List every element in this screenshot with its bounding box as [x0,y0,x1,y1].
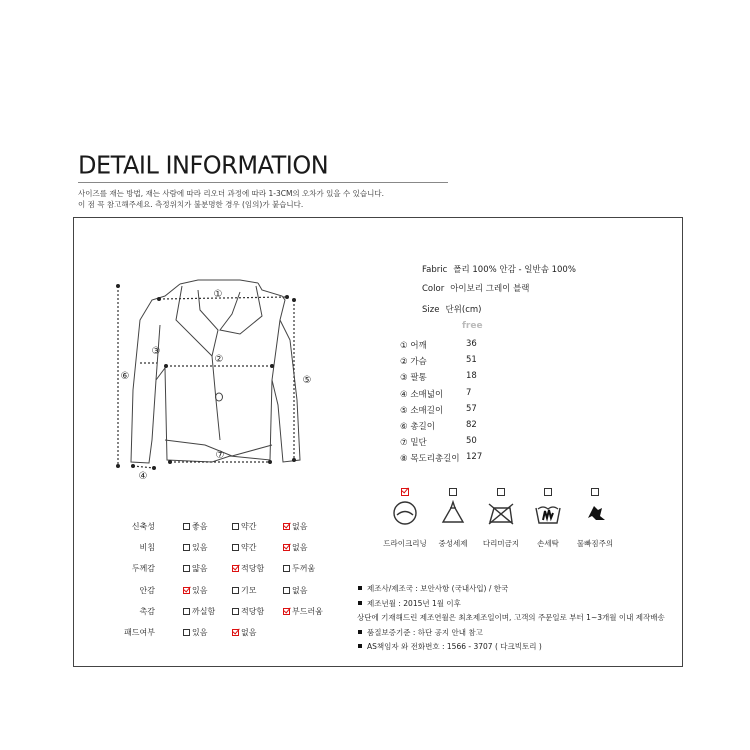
attribute-option [183,627,207,638]
option-checkbox [232,587,239,594]
option-checkbox [283,523,290,530]
size-table-row [400,420,510,432]
option-checkbox [232,629,239,636]
size-measure-value: 50 [466,436,477,447]
size-measure-name: ④ 소매넓이 [400,389,444,400]
product-info-item [358,627,483,638]
option-text: 두꺼움 [292,564,316,574]
option-text: 있음 [192,628,208,637]
attribute-option [283,542,307,553]
fabric-label: Fabric [422,265,448,275]
color-bleed-icon [560,500,630,530]
option-text: 적당함 [241,564,265,574]
product-info-item [358,641,542,652]
option-text: 없음 [292,543,308,553]
option-checkbox [283,608,290,615]
product-info-text: 제조년월 : 2015년 1월 이후 [367,598,461,608]
option-checkbox [283,544,290,551]
care-checkbox [544,488,552,496]
size-measure-name: ③ 팔통 [400,373,427,384]
option-text: 까실함 [192,606,216,616]
notice-line-2: 이 점 꼭 참고해주세요. 측정위치가 불분명한 경우 (임의)가 붙습니다. [78,200,304,209]
care-checkbox [401,488,409,496]
attribute-label: 촉감 [139,606,155,616]
size-label: Size [422,305,440,315]
attribute-option [232,521,256,532]
size-column-header: free [462,321,483,331]
option-text: 부드러움 [292,606,323,616]
care-label: 드라이크리닝 [383,539,427,548]
size-measure-value: 7 [466,387,472,398]
attribute-label: 비침 [139,543,155,553]
care-label: 손세탁 [537,539,559,548]
page-title: DETAIL INFORMATION [78,150,329,180]
size-table-row [400,355,510,367]
option-checkbox [183,544,190,551]
bullet-icon [358,601,362,605]
fabric-row [422,263,576,275]
product-info-text: 제조사/제조국 : 보안사항 (국내사입) / 한국 [367,584,509,593]
attribute-option [183,521,207,532]
attribute-option [232,585,256,596]
size-measure-name: ⑦ 밑단 [400,438,427,449]
option-checkbox [183,523,190,530]
size-measure-value: 51 [466,355,477,366]
size-measure-value: 57 [466,403,477,414]
option-text: 얇음 [192,564,208,574]
care-checkbox [449,488,457,496]
attribute-option [232,542,256,553]
measure-label-sleeve-width: ④ [138,471,148,482]
care-checkbox [497,488,505,496]
product-info-text: AS책임자 와 전화번호 : 1566 - 3707 ( 다크빅토리 ) [367,642,542,651]
attribute-option [283,585,307,596]
size-table-row [400,339,510,351]
size-table-row [400,452,510,464]
measure-label-sleeve-length: ⑤ [302,375,312,386]
color-value: 아이보리 그레이 블랙 [450,284,530,294]
option-checkbox [232,565,239,572]
size-measure-name: ② 가슴 [400,357,427,368]
care-label: 중성세제 [438,539,468,548]
option-text: 약간 [241,522,257,531]
attribute-label: 패드여부 [124,628,155,637]
option-text: 기모 [241,585,257,595]
measure-label-total-length: ⑥ [120,371,130,382]
option-text: 좋음 [192,522,208,531]
size-measure-name: ⑤ 소매길이 [400,405,444,416]
product-info-item [357,612,665,623]
attribute-option [183,585,207,596]
size-table-row [400,436,510,448]
size-measure-name: ① 어깨 [400,341,427,351]
size-table-row [400,404,510,416]
option-checkbox [232,544,239,551]
size-measure-name: ⑥ 총길이 [400,422,435,432]
attribute-option [232,563,264,574]
color-row [422,282,530,294]
attribute-label: 신축성 [131,522,155,531]
attribute-option [232,627,256,638]
option-text: 적당함 [241,606,265,616]
attribute-option [183,542,207,553]
care-label: 물빠짐주의 [576,539,614,548]
option-text: 없음 [292,522,308,531]
option-text: 없음 [292,585,308,595]
option-checkbox [232,523,239,530]
care-label: 다리미금지 [482,539,520,548]
color-label: Color [422,284,445,294]
measure-label-armhole: ③ [151,346,161,357]
product-info-item [358,583,508,594]
measure-label-shoulder: ① [213,289,223,300]
product-info-text: 상단에 기재해드린 제조연월은 최초제조일이며, 고객의 주문일로 부터 1~3개월 이내 제작배송 [357,613,665,622]
option-checkbox [183,629,190,636]
attribute-option [183,563,207,574]
size-measure-value: 18 [466,371,477,382]
attribute-option [283,606,323,617]
option-checkbox [183,587,190,594]
product-info-item [358,598,461,609]
fabric-value: 폴리 100% 안감 - 일반솜 100% [453,265,576,275]
option-checkbox [232,608,239,615]
size-measure-value: 82 [466,420,477,430]
option-checkbox [183,608,190,615]
size-unit: 단위(cm) [445,305,482,315]
option-text: 약간 [241,543,257,553]
care-checkbox [591,488,599,496]
option-checkbox [283,565,290,572]
size-measure-value: 127 [466,452,483,463]
option-checkbox [283,587,290,594]
measure-label-chest: ② [214,354,224,365]
bullet-icon [358,586,362,590]
size-measure-name: ⑧ 목도리총길이 [400,454,460,465]
size-table-row [400,371,510,383]
attribute-option [232,606,264,617]
attribute-label: 두께감 [131,564,155,574]
measure-label-hem: ⑦ [215,450,225,461]
attribute-option [283,563,315,574]
option-checkbox [183,565,190,572]
notice-line-1: 사이즈를 재는 방법, 재는 사람에 따라 리오더 과정에 따라 1-3CM의 오차가 있을 수 있습니다. [78,189,385,198]
size-table-row [400,388,510,400]
care-item [560,488,630,549]
option-text: 없음 [241,628,257,637]
option-text: 있음 [192,585,208,595]
bullet-icon [358,644,362,648]
size-measure-value: 36 [466,339,477,349]
attribute-option [183,606,215,617]
attribute-label: 안감 [139,585,155,595]
size-row-header [422,303,481,315]
option-text: 있음 [192,543,208,553]
product-info-text: 품질보증기준 : 하단 공지 안내 참고 [367,627,483,637]
attribute-option [283,521,307,532]
bullet-icon [358,630,362,634]
